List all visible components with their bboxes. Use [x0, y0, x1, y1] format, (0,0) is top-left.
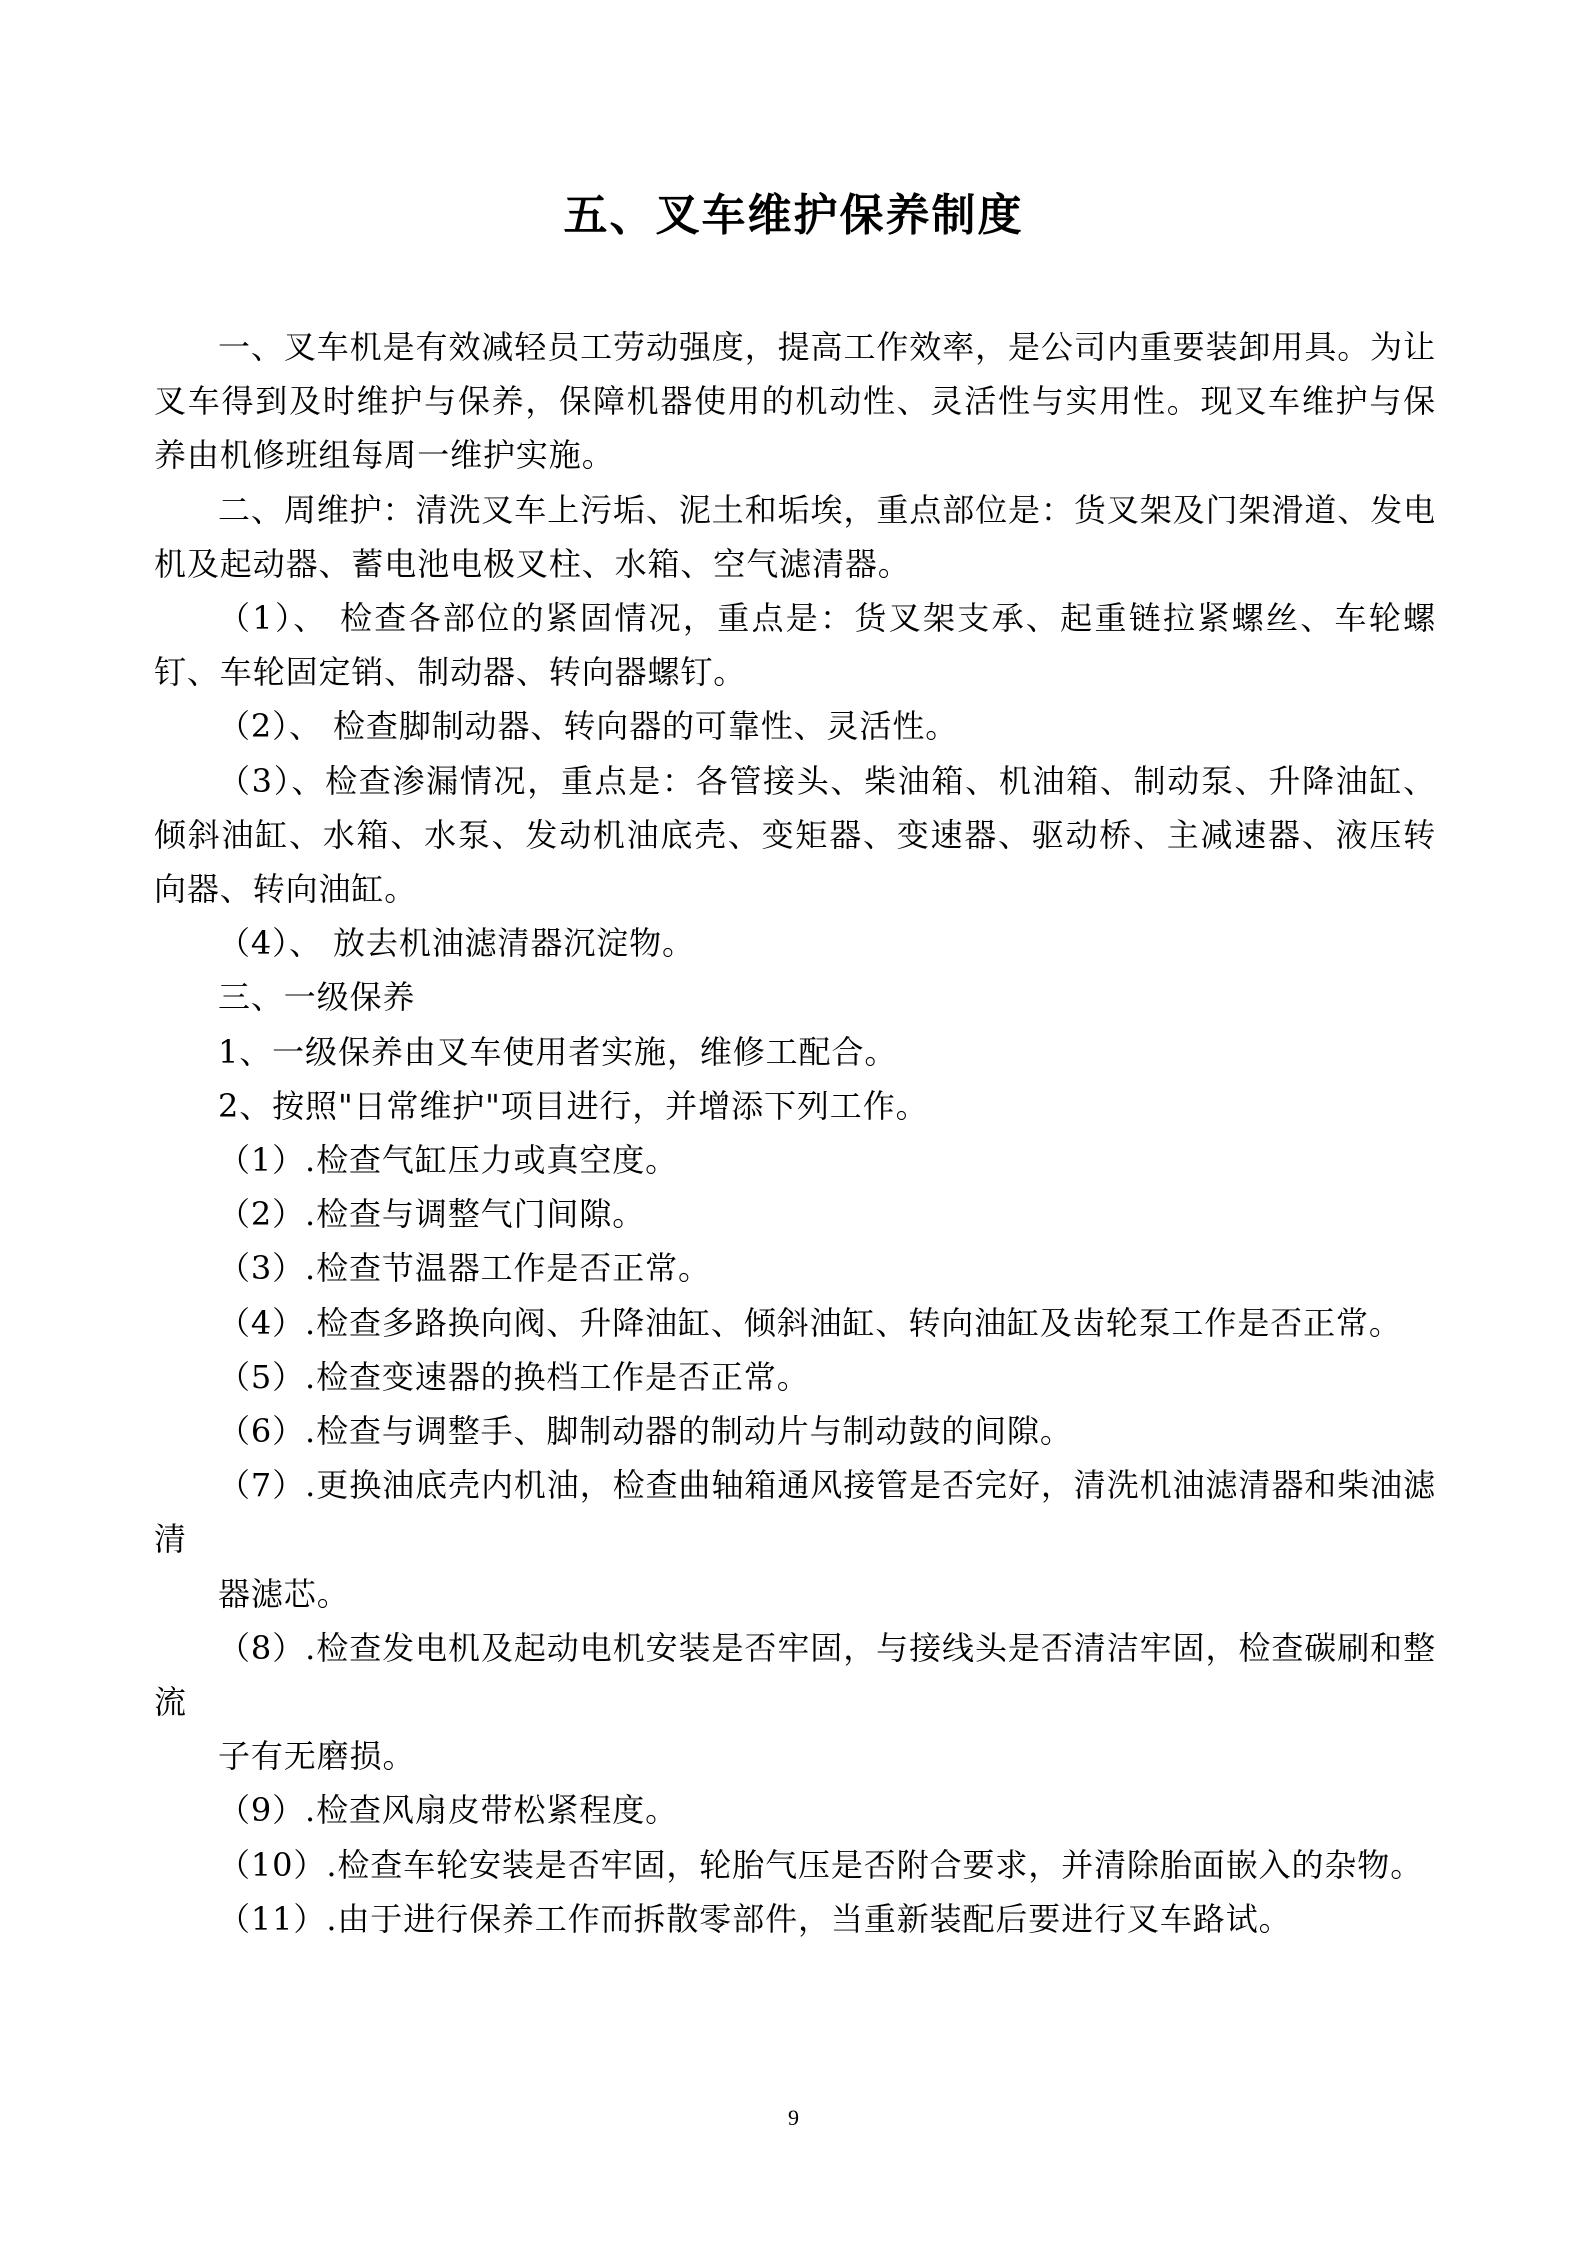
paragraph-first-level-2: 2、按照"日常维护"项目进行，并增添下列工作。: [218, 1086, 929, 1125]
paragraph-intro: 一、叉车机是有效减轻员工劳动强度，提高工作效率，是公司内重要装卸用具。为让叉车得到及时维护与保养，保障机器使用的机动性、灵活性与实用性。现叉车维护与保养由机修班组每周一维护实施。: [154, 328, 1436, 475]
section-heading-first-level-maintenance: 三、一级保养: [218, 978, 416, 1017]
list-item-8: （8）.检查发电机及起动电机安装是否牢固，与接线头是否清洁牢固，检查碳刷和整流: [154, 1628, 1436, 1722]
paragraph-weekly-item-3: （3）、检查渗漏情况，重点是：各管接头、柴油箱、机油箱、制动泵、升降油缸、倾斜油缸、水箱、水泵、发动机油底壳、变矩器、变速器、驱动桥、主减速器、液压转向器、转向油缸。: [154, 761, 1436, 909]
list-item-4: （4）.检查多路换向阀、升降油缸、倾斜油缸、转向油缸及齿轮泵工作是否正常。: [218, 1303, 1402, 1342]
list-item-7: （7）.更换油底壳内机油，检查曲轴箱通风接管是否完好，清洗机油滤清器和柴油滤清: [154, 1466, 1436, 1559]
paragraph-weekly-maintenance: 二、周维护：清洗叉车上污垢、泥土和垢埃，重点部位是：货叉架及门架滑道、发电机及起动器、蓄电池电极叉柱、水箱、空气滤清器。: [154, 490, 1436, 583]
list-item-9: （9）.检查风扇皮带松紧程度。: [218, 1791, 679, 1830]
paragraph-weekly-item-4: （4）、 放去机油滤清器沉淀物。: [218, 924, 695, 963]
document-title: 五、叉车维护保养制度: [563, 190, 1024, 241]
list-item-11: （11）.由于进行保养工作而拆散零部件，当重新装配后要进行叉车路试。: [218, 1899, 1292, 1938]
list-item-1: （1）.检查气缸压力或真空度。: [218, 1141, 679, 1180]
list-item-7-continuation: 器滤芯。: [218, 1574, 350, 1613]
list-item-5: （5）.检查变速器的换档工作是否正常。: [218, 1357, 810, 1396]
page-number: 9: [788, 2105, 799, 2130]
list-item-2: （2）.检查与调整气门间隙。: [218, 1195, 646, 1234]
document-body: [154, 320, 1436, 1946]
paragraph-weekly-item-1: （1）、 检查各部位的紧固情况，重点是：货叉架支承、起重链拉紧螺丝、车轮螺钉、车轮固定销、制动器、转向器螺钉。: [154, 599, 1436, 692]
paragraph-first-level-1: 1、一级保养由叉车使用者实施，维修工配合。: [218, 1032, 898, 1071]
paragraph-weekly-item-2: （2）、 检查脚制动器、转向器的可靠性、灵活性。: [218, 707, 959, 746]
list-item-8-continuation: 子有无磨损。: [218, 1737, 416, 1776]
list-item-10: （10）.检查车轮安装是否牢固，轮胎气压是否附合要求，并清除胎面嵌入的杂物。: [218, 1845, 1424, 1884]
list-item-3: （3）.检查节温器工作是否正常。: [218, 1249, 711, 1288]
list-item-6: （6）.检查与调整手、脚制动器的制动片与制动鼓的间隙。: [218, 1412, 1073, 1451]
